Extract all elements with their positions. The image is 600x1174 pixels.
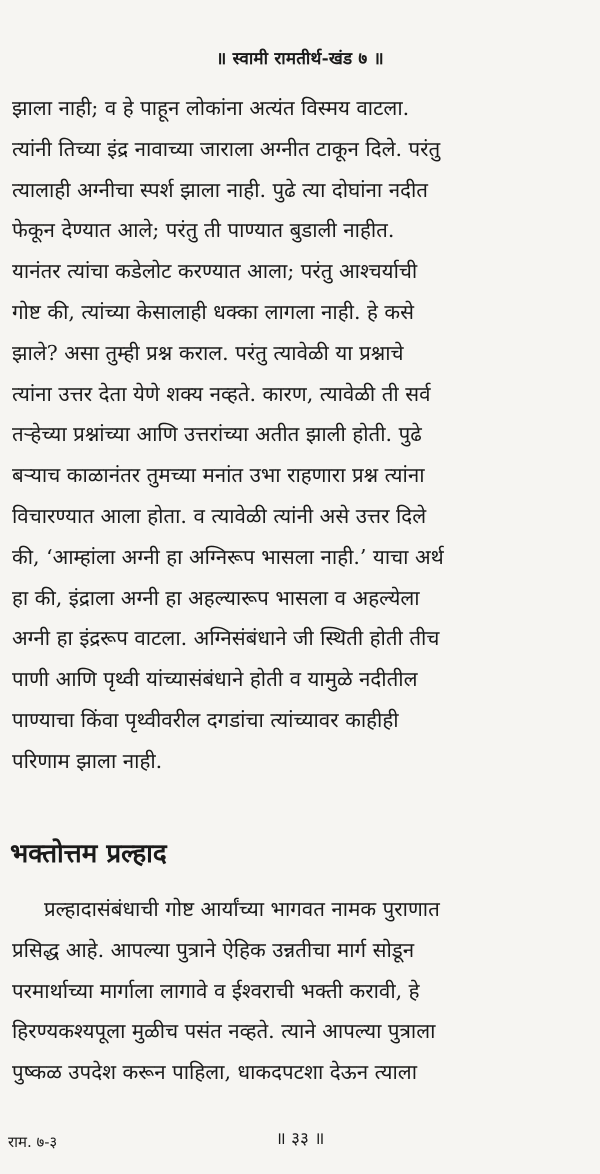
text-line: हा की, इंद्राला अग्नी हा अहल्यारूप भासला व अहल्येला	[12, 585, 420, 610]
text-line: फेकून देण्यात आले; परंतु ती पाण्यात बुडाली नाहीत.	[12, 218, 395, 243]
section-2-body	[0, 889, 600, 1093]
text-line: पुष्कळ उपदेश करून पाहिला, धाकदपटशा देऊन त्याला	[12, 1060, 417, 1085]
signature-mark: राम. ७-३	[8, 1133, 58, 1151]
text-line: प्रल्हादासंबंधाची गोष्ट आर्यांच्या भागवत नामक पुराणात	[44, 897, 440, 921]
text-line: त्यालाही अग्नीचा स्पर्श झाला नाही. पुढे त्या दोघांना नदीत	[12, 177, 428, 202]
text-line: परमार्थाच्या मार्गाला लागावे व ईश्वराची भक्ती करावी, हे	[12, 978, 420, 1003]
text-line: की, ‘आम्हांला अग्नी हा अग्निरूप भासला नाही.’ याचा अर्थ	[12, 544, 444, 569]
text-line: हिरण्यकश्यपूला मुळीच पसंत नव्हते. त्याने आपल्या पुत्राला	[12, 1019, 436, 1044]
text-line: परिणाम झाला नाही.	[12, 748, 163, 773]
text-line: त्यांना उत्तर देता येणे शक्य नव्हते. कारण, त्यावेळी ती सर्व	[12, 381, 431, 406]
text-line: बऱ्याच काळानंतर तुमच्या मनांत उभा राहणारा प्रश्न त्यांना	[12, 463, 425, 488]
text-line: पाणी आणि पृथ्वी यांच्यासंबंधाने होती व यामुळे नदीतील	[12, 667, 418, 692]
text-line: यानंतर त्यांचा कडेलोट करण्यात आला; परंतु आश्चर्याची	[12, 259, 418, 284]
text-line: विचारण्यात आला होता. व त्यावेळी त्यांनी असे उत्तर दिले	[12, 503, 427, 528]
section-heading: भक्तोत्तम प्रल्हाद	[10, 839, 167, 869]
text-line: झाला नाही; व हे पाहून लोकांना अत्यंत विस्मय वाटला.	[12, 96, 410, 120]
text-line: त्यांनी तिच्या इंद्र नावाच्या जाराला अग्नीत टाकून दिले. परंतु	[12, 136, 441, 161]
text-line: अग्नी हा इंद्ररूप वाटला. अग्निसंबंधाने जी स्थिती होती तीच	[12, 626, 440, 651]
text-line: झाले? असा तुम्ही प्रश्न कराल. परंतु त्यावेळी या प्रश्नाचे	[12, 340, 404, 365]
text-line: पाण्याचा किंवा पृथ्वीवरील दगडांचा त्यांच्यावर काहीही	[12, 707, 399, 732]
page-number: ॥ ३३ ॥	[275, 1129, 325, 1149]
text-line: प्रसिद्ध आहे. आपल्या पुत्राने ऐहिक उन्नतीचा मार्ग सोडून	[12, 937, 415, 962]
section-1-body	[0, 88, 600, 782]
running-header: ॥ स्वामी रामतीर्थ-खंड ७ ॥	[216, 49, 384, 69]
text-line: तऱ्हेच्या प्रश्नांच्या आणि उत्तरांच्या अतीत झाली होती. पुढे	[12, 422, 422, 447]
text-line: गोष्ट की, त्यांच्या केसालाही धक्का लागला नाही. हे कसे	[12, 299, 414, 324]
